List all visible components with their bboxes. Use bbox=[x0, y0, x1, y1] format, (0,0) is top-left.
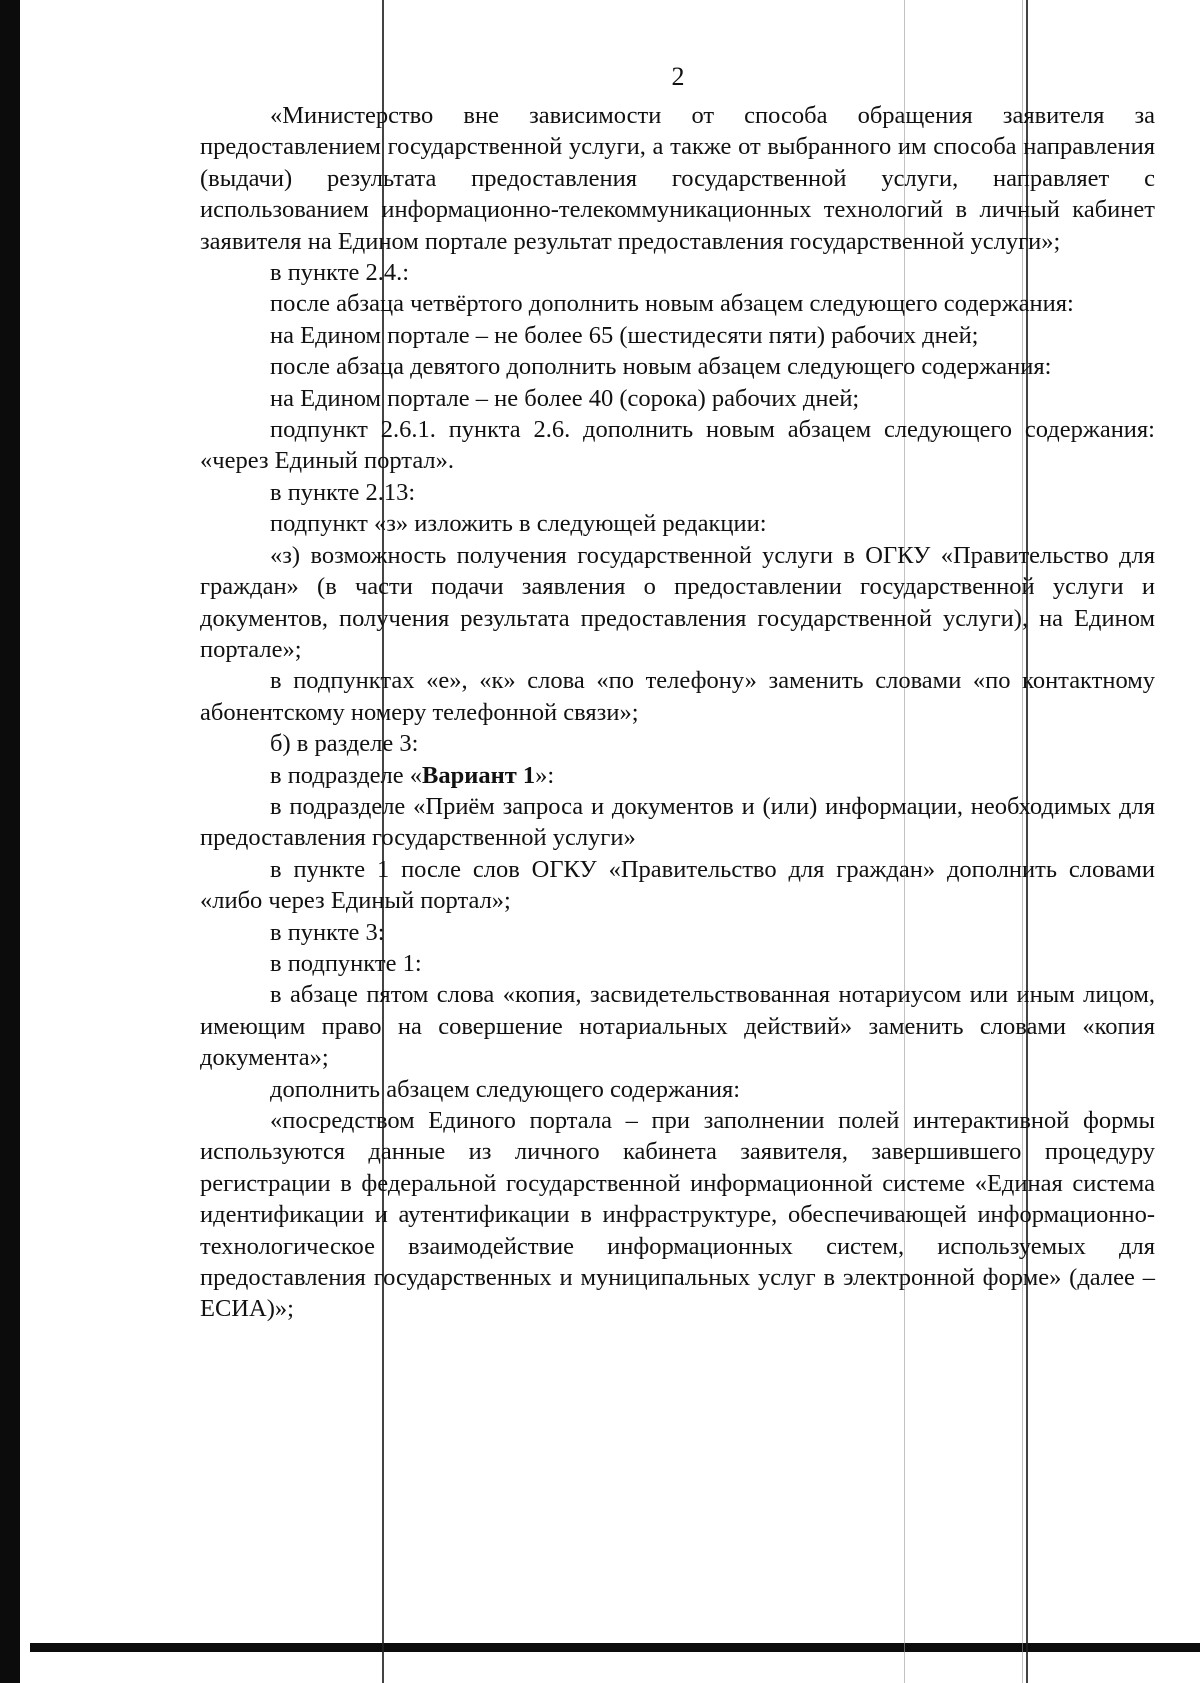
scan-edge-left bbox=[0, 0, 20, 1683]
subsection-paragraph bbox=[200, 760, 1155, 791]
paragraph: в пункте 1 после слов ОГКУ «Правительство для граждан» дополнить словами «либо через Единый портал»; bbox=[200, 855, 1155, 915]
paragraph: в пункте 2.13: bbox=[270, 478, 416, 506]
paragraph: в пункте 2.4.: bbox=[270, 259, 410, 287]
paragraph: в подразделе «Приём запроса и документов и (или) информации, необходимых для предоставления государственной услуги» bbox=[200, 792, 1155, 852]
paragraph: «Министерство вне зависимости от способа обращения заявителя за предоставлением государственной услуги, а также от выбранного им способа направления (выдачи) результата предоставления государственной услуги, направляет с использованием информационно-телекоммуникационных технологий в личный кабинет заявителя на Едином портале результат предоставления государственной услуги»; bbox=[200, 102, 1155, 255]
paragraph: на Едином портале – не более 40 (сорока) рабочих дней; bbox=[270, 384, 860, 412]
paragraph: в абзаце пятом слова «копия, засвидетельствованная нотариусом или иным лицом, имеющим право на совершение нотариальных действий» заменить словами «копия документа»; bbox=[200, 981, 1155, 1072]
page-number: 2 bbox=[671, 62, 685, 91]
paragraph: на Едином портале – не более 65 (шестидесяти пяти) рабочих дней; bbox=[270, 321, 979, 349]
paragraph: б) в разделе 3: bbox=[270, 730, 419, 758]
paragraph: после абзаца девятого дополнить новым абзацем следующего содержания: bbox=[270, 353, 1052, 381]
document-body bbox=[200, 100, 1155, 1325]
subsection-variant: Вариант 1 bbox=[422, 761, 536, 789]
paragraph: подпункт 2.6.1. пункта 2.6. дополнить новым абзацем следующего содержания: «через Единый портал». bbox=[200, 416, 1155, 475]
paragraph: в пункте 3: bbox=[270, 918, 385, 946]
scan-edge-bottom bbox=[30, 1643, 1200, 1652]
paragraph: в подпункте 1: bbox=[270, 949, 422, 977]
paragraph: «з) возможность получения государственной услуги в ОГКУ «Правительство для граждан» (в части подачи заявления о предоставлении государственной услуги и документов, получения результата предоставления государственной услуги), на Едином портале»; bbox=[200, 541, 1155, 663]
paragraph: подпункт «з» изложить в следующей редакции: bbox=[270, 510, 767, 538]
paragraph: после абзаца четвёртого дополнить новым абзацем следующего содержания: bbox=[270, 290, 1074, 318]
paragraph: в подпунктах «е», «к» слова «по телефону» заменить словами «по контактному абонентскому номеру телефонной связи»; bbox=[200, 667, 1155, 726]
subsection-prefix: в подразделе « bbox=[270, 761, 422, 789]
subsection-suffix: »: bbox=[535, 761, 555, 789]
paragraph: дополнить абзацем следующего содержания: bbox=[270, 1075, 741, 1103]
paragraph: «посредством Единого портала – при заполнении полей интерактивной формы используются данные из личного кабинета заявителя, завершившего процедуру регистрации в федеральной государственной информационной системе «Единая система идентификации и аутентификации в инфраструктуре, обеспечивающей информационно-технологическое взаимодействие информационных систем, используемых для предоставления государственных и муниципальных услуг в электронной форме» (далее – ЕСИА)»; bbox=[200, 1107, 1155, 1323]
